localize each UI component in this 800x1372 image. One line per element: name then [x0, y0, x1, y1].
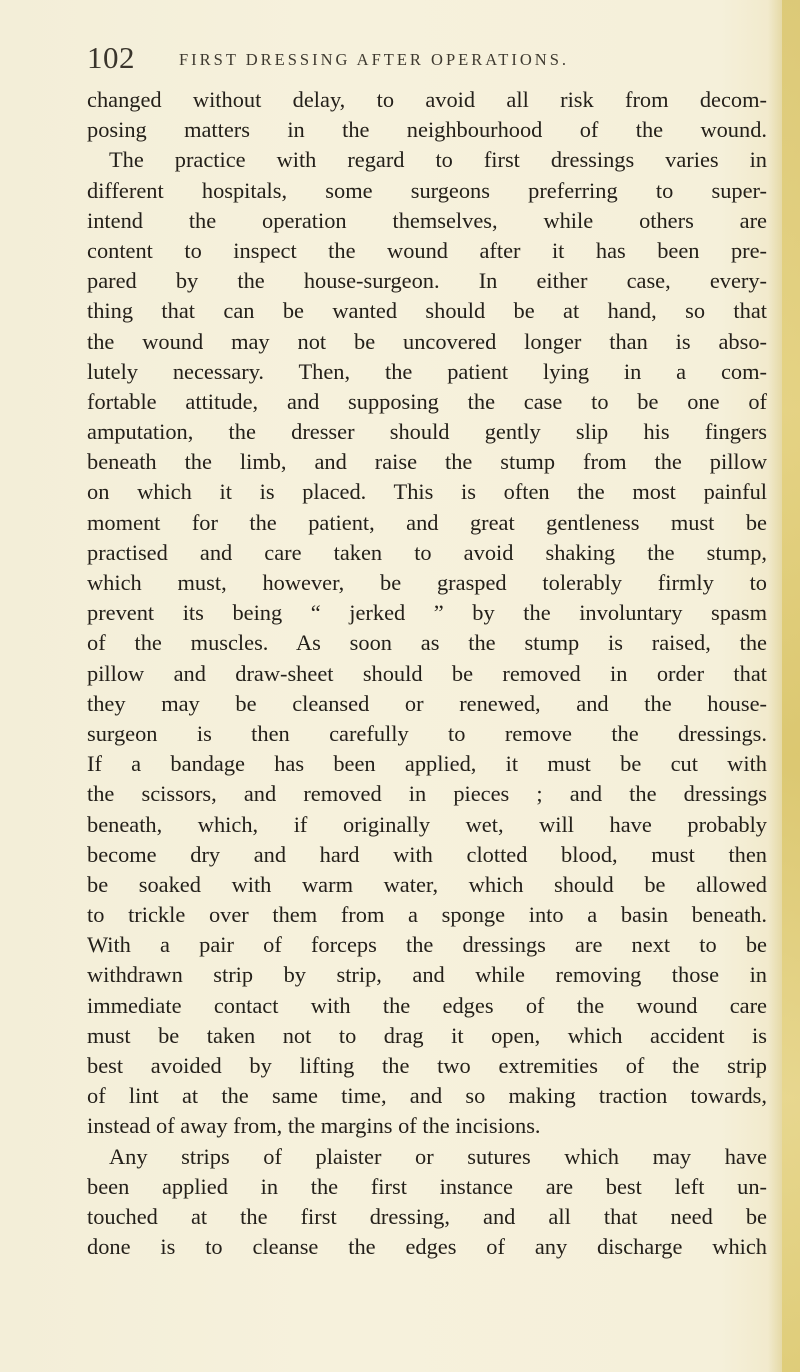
text-line: If a bandage has been applied, it must be cut with	[87, 751, 767, 777]
text-line: intend the operation themselves, while others are	[87, 207, 767, 233]
text-line: they may be cleansed or renewed, and the house-	[87, 690, 767, 716]
page-edge-shadow	[768, 0, 782, 1372]
text-line: the wound may not be uncovered longer than is abso-	[87, 328, 767, 354]
text-line: surgeon is then carefully to remove the dressings.	[87, 720, 767, 746]
text-line: pared by the house-surgeon. In either case, every-	[87, 268, 767, 294]
text-line: The practice with regard to first dressings varies in	[109, 147, 767, 173]
text-line: become dry and hard with clotted blood, must then	[87, 841, 767, 867]
text-line: With a pair of forceps the dressings are next to be	[87, 932, 767, 958]
text-line: of the muscles. As soon as the stump is raised, the	[87, 630, 767, 656]
text-line: be soaked with warm water, which should be allowed	[87, 871, 767, 897]
text-line: lutely necessary. Then, the patient lying in a com-	[87, 358, 767, 384]
text-line: posing matters in the neighbourhood of the wound.	[87, 117, 767, 143]
text-line: thing that can be wanted should be at hand, so that	[87, 298, 767, 324]
text-line: on which it is placed. This is often the most painful	[87, 479, 767, 505]
text-line: withdrawn strip by strip, and while removing those in	[87, 962, 767, 988]
text-line: amputation, the dresser should gently slip his fingers	[87, 419, 767, 445]
text-line: been applied in the first instance are best left un-	[87, 1173, 767, 1199]
text-line: pillow and draw-sheet should be removed in order that	[87, 660, 767, 686]
body-text	[87, 85, 767, 1262]
text-line: content to inspect the wound after it has been pre-	[87, 237, 767, 263]
page-header	[87, 40, 767, 80]
text-line: of lint at the same time, and so making traction towards,	[87, 1083, 767, 1109]
text-line: must be taken not to drag it open, which accident is	[87, 1022, 767, 1048]
text-line: instead of away from, the margins of the incisions.	[87, 1113, 541, 1139]
text-line: prevent its being “ jerked ” by the involuntary spasm	[87, 600, 767, 626]
text-line: the scissors, and removed in pieces ; and the dressings	[87, 781, 767, 807]
text-line: moment for the patient, and great gentleness must be	[87, 509, 767, 535]
page-number: 102	[87, 40, 135, 75]
text-line: changed without delay, to avoid all risk from decom-	[87, 87, 767, 112]
text-line: Any strips of plaister or sutures which may have	[109, 1143, 767, 1169]
text-line: fortable attitude, and supposing the case to be one of	[87, 388, 767, 414]
text-line: beneath, which, if originally wet, will have probably	[87, 811, 767, 837]
text-line: best avoided by lifting the two extremities of the strip	[87, 1053, 767, 1078]
text-line: done is to cleanse the edges of any discharge which	[87, 1234, 767, 1260]
text-line: practised and care taken to avoid shaking the stump,	[87, 539, 767, 565]
text-line: touched at the first dressing, and all that need be	[87, 1203, 767, 1229]
text-line: which must, however, be grasped tolerably firmly to	[87, 570, 767, 595]
text-line: beneath the limb, and raise the stump from the pillow	[87, 449, 767, 475]
text-line: immediate contact with the edges of the wound care	[87, 992, 767, 1018]
text-line: to trickle over them from a sponge into a basin beneath.	[87, 902, 767, 928]
page-edge-stain	[782, 0, 800, 1372]
text-line: different hospitals, some surgeons preferring to super-	[87, 177, 767, 203]
running-head: FIRST DRESSING AFTER OPERATIONS.	[179, 50, 570, 69]
